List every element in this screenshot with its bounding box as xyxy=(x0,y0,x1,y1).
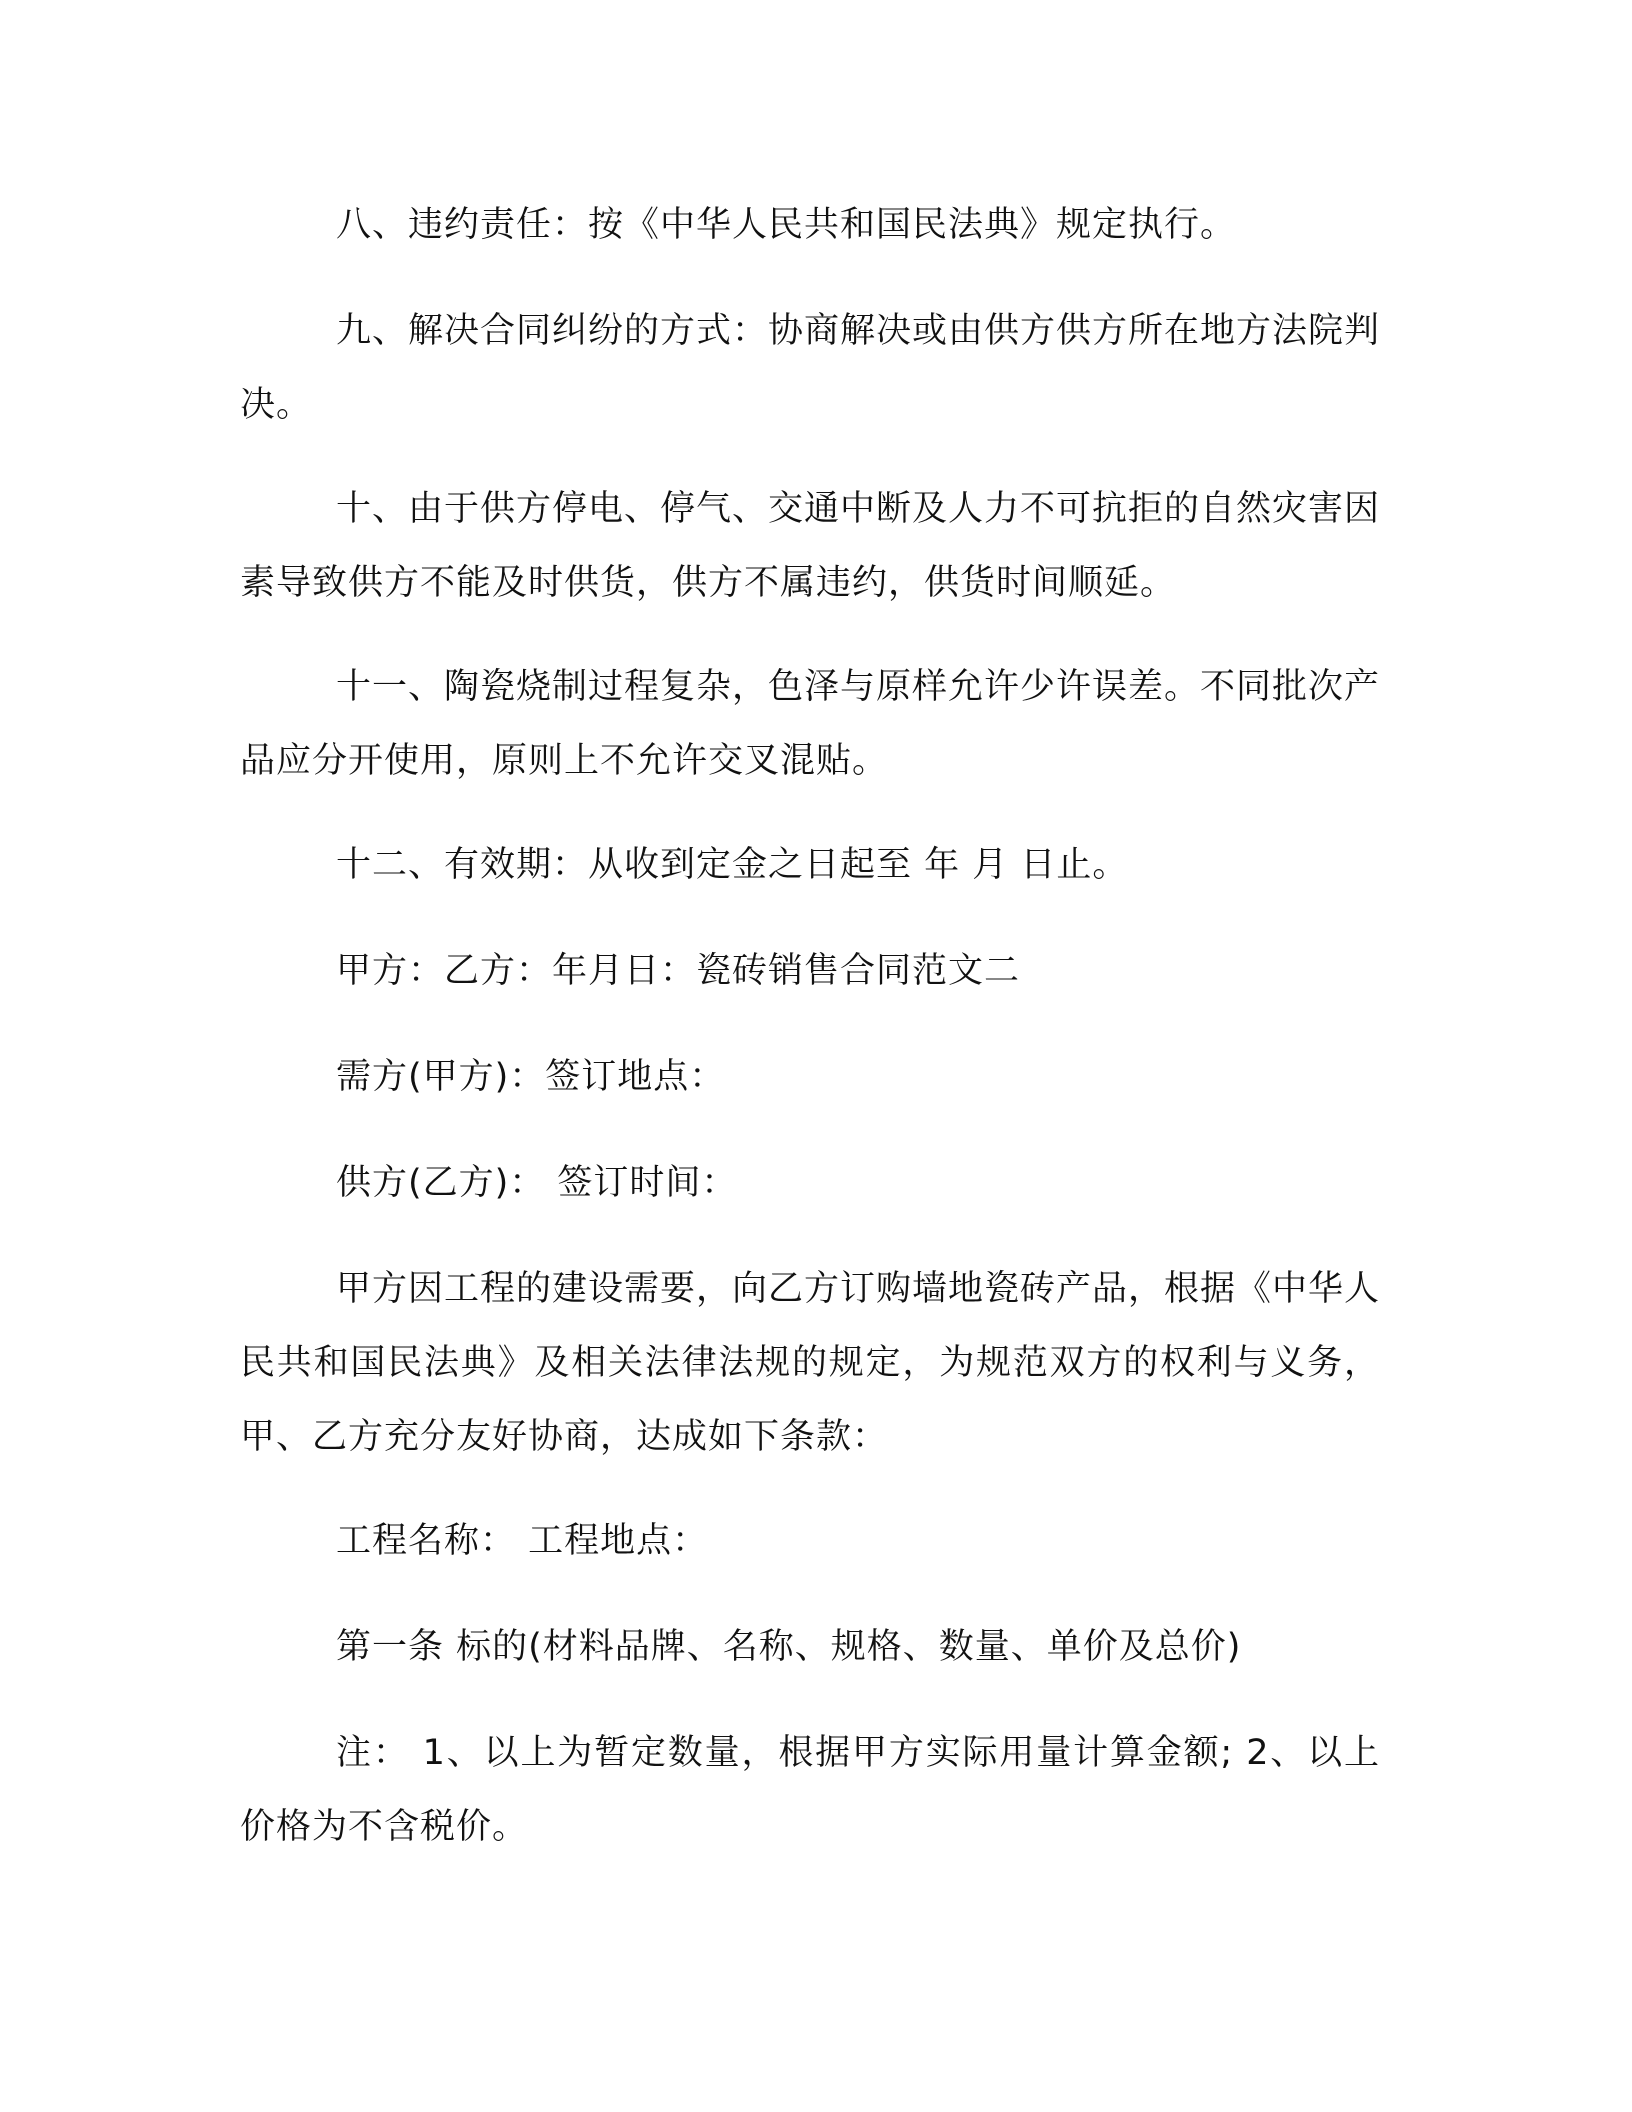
clause-10-force-majeure: 十、由于供方停电、停气、交通中断及人力不可抗拒的自然灾害因素导致供方不能及时供货，供方不属违约，供货时间顺延。 xyxy=(240,489,1381,603)
signature-line: 甲方：乙方：年月日：瓷砖销售合同范文二 xyxy=(336,951,1021,991)
price-note: 注： 1、以上为暂定数量，根据甲方实际用量计算金额; 2、以上价格为不含税价。 xyxy=(240,1733,1380,1847)
project-info-line: 工程名称： 工程地点： xyxy=(336,1521,709,1561)
clause-9-dispute: 九、解决合同纠纷的方式：协商解决或由供方供方所在地方法院判决。 xyxy=(240,311,1381,425)
preamble-paragraph: 甲方因工程的建设需要，向乙方订购墙地瓷砖产品，根据《中华人民共和国民法典》及相关法律法规的规定，为规范双方的权利与义务，甲、乙方充分友好协商，达成如下条款： xyxy=(240,1269,1381,1457)
article-1-heading: 第一条 标的(材料品牌、名称、规格、数量、单价及总价) xyxy=(336,1627,1242,1667)
clause-11-ceramic-variance: 十一、陶瓷烧制过程复杂，色泽与原样允许少许误差。不同批次产品应分开使用，原则上不允许交叉混贴。 xyxy=(240,667,1381,781)
supplier-line: 供方(乙方)： 签订时间： xyxy=(336,1163,738,1203)
clause-12-validity: 十二、有效期：从收到定金之日起至 年 月 日止。 xyxy=(336,845,1129,885)
clause-8-liability: 八、违约责任：按《中华人民共和国民法典》规定执行。 xyxy=(336,205,1237,245)
document-body xyxy=(240,188,1380,1894)
buyer-line: 需方(甲方)：签订地点： xyxy=(336,1057,726,1097)
